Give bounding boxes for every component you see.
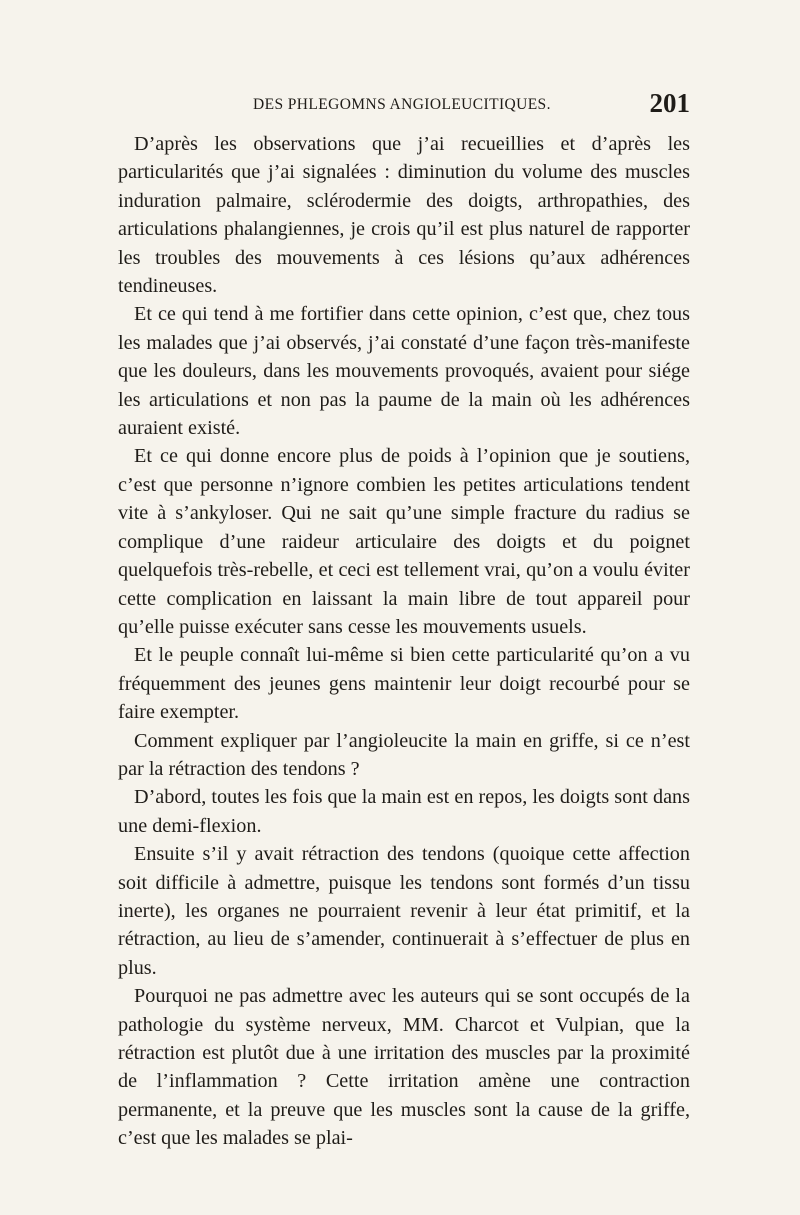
paragraph: Et ce qui donne encore plus de poids à l’opinion que je soutiens, c’est que personne n’ignore combien les petites articulations tendent vite à s’ankyloser. Qui ne sait qu’une simple fracture du radius se complique d’une raideur articulaire des doigts et du poignet quelquefois très-rebelle, et ceci est tellement vrai, qu’on a voulu éviter cette complication en laissant la main libre de tout appareil pour qu’elle puisse exécuter sans cesse les mouvements usuels. (118, 445, 690, 638)
paragraph: D’abord, toutes les fois que la main est en repos, les doigts sont dans une demi-flexion. (118, 786, 690, 837)
body-text (118, 130, 690, 1153)
paragraph: Et le peuple connaît lui-même si bien cette particularité qu’on a vu fréquemment des jeunes gens maintenir leur doigt recourbé pour se faire exempter. (118, 644, 690, 724)
paragraph: Pourquoi ne pas admettre avec les auteurs qui se sont occupés de la pathologie du système nerveux, MM. Charcot et Vulpian, que la rétraction est plutôt due à une irritation des muscles par la proximité de l’inflammation ? Cette irritation amène une contraction permanente, et la preuve que les muscles sont la cause de la griffe, c’est que les malades se plai- (118, 985, 690, 1150)
page-number: 201 (649, 88, 690, 118)
paragraph: Et ce qui tend à me fortifier dans cette opinion, c’est que, chez tous les malades que j’ai observés, j’ai constaté d’une façon très-manifeste que les douleurs, dans les mouvements provoqués, avaient pour siége les articulations et non pas la paume de la main où les adhérences auraient existé. (118, 303, 690, 440)
paragraph: Ensuite s’il y avait rétraction des tendons (quoique cette affection soit difficile à admettre, puisque les tendons sont formés d’un tissu inerte), les organes ne pourraient revenir à leur état primitif, et la rétraction, au lieu de s’amender, continuerait à s’effectuer de plus en plus. (118, 843, 690, 979)
paragraph: D’après les observations que j’ai recueillies et d’après les particularités que j’ai signalées : diminution du volume des muscles induration palmaire, sclérodermie des doigts, arthropathies, des articulations phalangiennes, je crois qu’il est plus naturel de rapporter les troubles des mouvements à ces lésions qu’aux adhérences tendineuses. (118, 133, 690, 298)
paragraph: Comment expliquer par l’angioleucite la main en griffe, si ce n’est par la rétraction des tendons ? (118, 729, 690, 780)
running-head (118, 88, 690, 124)
running-head-title: DES PHLEGOMNS ANGIOLEUCITIQUES. (253, 96, 551, 113)
